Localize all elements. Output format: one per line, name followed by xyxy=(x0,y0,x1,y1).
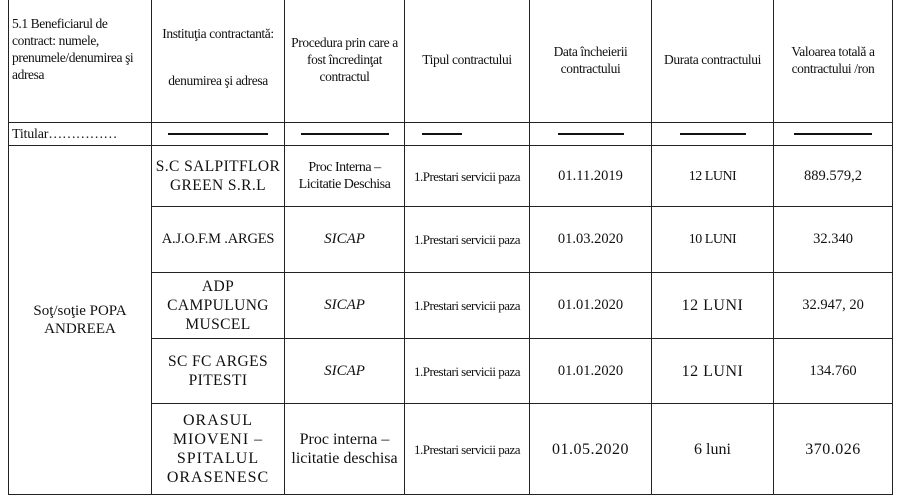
data-cell: 01.01.2020 xyxy=(530,273,652,339)
tip-cell: 1.Prestari servicii paza xyxy=(405,339,530,404)
tip-cell: 1.Prestari servicii paza xyxy=(405,146,530,207)
header-valoarea: Valoarea totală a contractului /ron xyxy=(774,0,893,123)
valoare-cell: 889.579,2 xyxy=(774,146,893,207)
durata-cell: 12 LUNI xyxy=(652,273,774,339)
header-beneficiar: 5.1 Beneficiarul de contract: numele, prenumele/denumirea şi adresa xyxy=(9,0,152,123)
tip-cell: 1.Prestari servicii paza xyxy=(405,207,530,273)
titular-row xyxy=(9,123,893,146)
valoare-cell: 32.947, 20 xyxy=(774,273,893,339)
header-durata: Durata contractului xyxy=(652,0,774,123)
data-cell: 01.03.2020 xyxy=(530,207,652,273)
tip-cell: 1.Prestari servicii paza xyxy=(405,273,530,339)
data-cell: 01.11.2019 xyxy=(530,146,652,207)
institutie-cell: SC FC ARGES PITESTI xyxy=(152,339,285,404)
institutie-cell: ADP CAMPULUNG MUSCEL xyxy=(152,273,285,339)
durata-cell: 12 LUNI xyxy=(652,146,774,207)
valoare-cell: 370.026 xyxy=(774,404,893,495)
header-institutia-top: Instituţia contractantă: xyxy=(162,25,274,41)
procedura-cell: SICAP xyxy=(285,207,405,273)
procedura-cell: Proc Interna – Licitatie Deschisa xyxy=(285,146,405,207)
data-cell: 01.05.2020 xyxy=(530,404,652,495)
data-cell: 01.01.2020 xyxy=(530,339,652,404)
titular-blank xyxy=(652,123,774,146)
institutie-cell: ORASUL MIOVENI – SPITALUL ORASENESC xyxy=(152,404,285,495)
procedura-cell: SICAP xyxy=(285,339,405,404)
table-row xyxy=(9,146,893,207)
titular-blank xyxy=(530,123,652,146)
durata-cell: 10 LUNI xyxy=(652,207,774,273)
titular-blank xyxy=(152,123,285,146)
header-procedura: Procedura prin care a fost încredinţat contractul xyxy=(285,0,405,123)
durata-cell: 6 luni xyxy=(652,404,774,495)
institutie-cell: S.C SALPITFLOR GREEN S.R.L xyxy=(152,146,285,207)
procedura-cell: Proc interna – licitatie deschisa xyxy=(285,404,405,495)
beneficiar-person: Soţ/soţie POPA ANDREEA xyxy=(9,146,152,495)
tip-cell: 1.Prestari servicii paza xyxy=(405,404,530,495)
header-data: Data încheierii contractului xyxy=(530,0,652,123)
header-institutia-bottom: denumirea şi adresa xyxy=(168,72,268,88)
header-row xyxy=(9,0,893,123)
valoare-cell: 134.760 xyxy=(774,339,893,404)
procedura-cell: SICAP xyxy=(285,273,405,339)
header-tipul: Tipul contractului xyxy=(405,0,530,123)
durata-cell: 12 LUNI xyxy=(652,339,774,404)
contracts-table xyxy=(8,0,893,495)
titular-label: Titular…………… xyxy=(9,123,152,146)
titular-blank xyxy=(405,123,530,146)
institutie-cell: A.J.O.F.M .ARGES xyxy=(152,207,285,273)
titular-blank xyxy=(774,123,893,146)
titular-blank xyxy=(285,123,405,146)
header-institutia xyxy=(152,0,285,123)
valoare-cell: 32.340 xyxy=(774,207,893,273)
